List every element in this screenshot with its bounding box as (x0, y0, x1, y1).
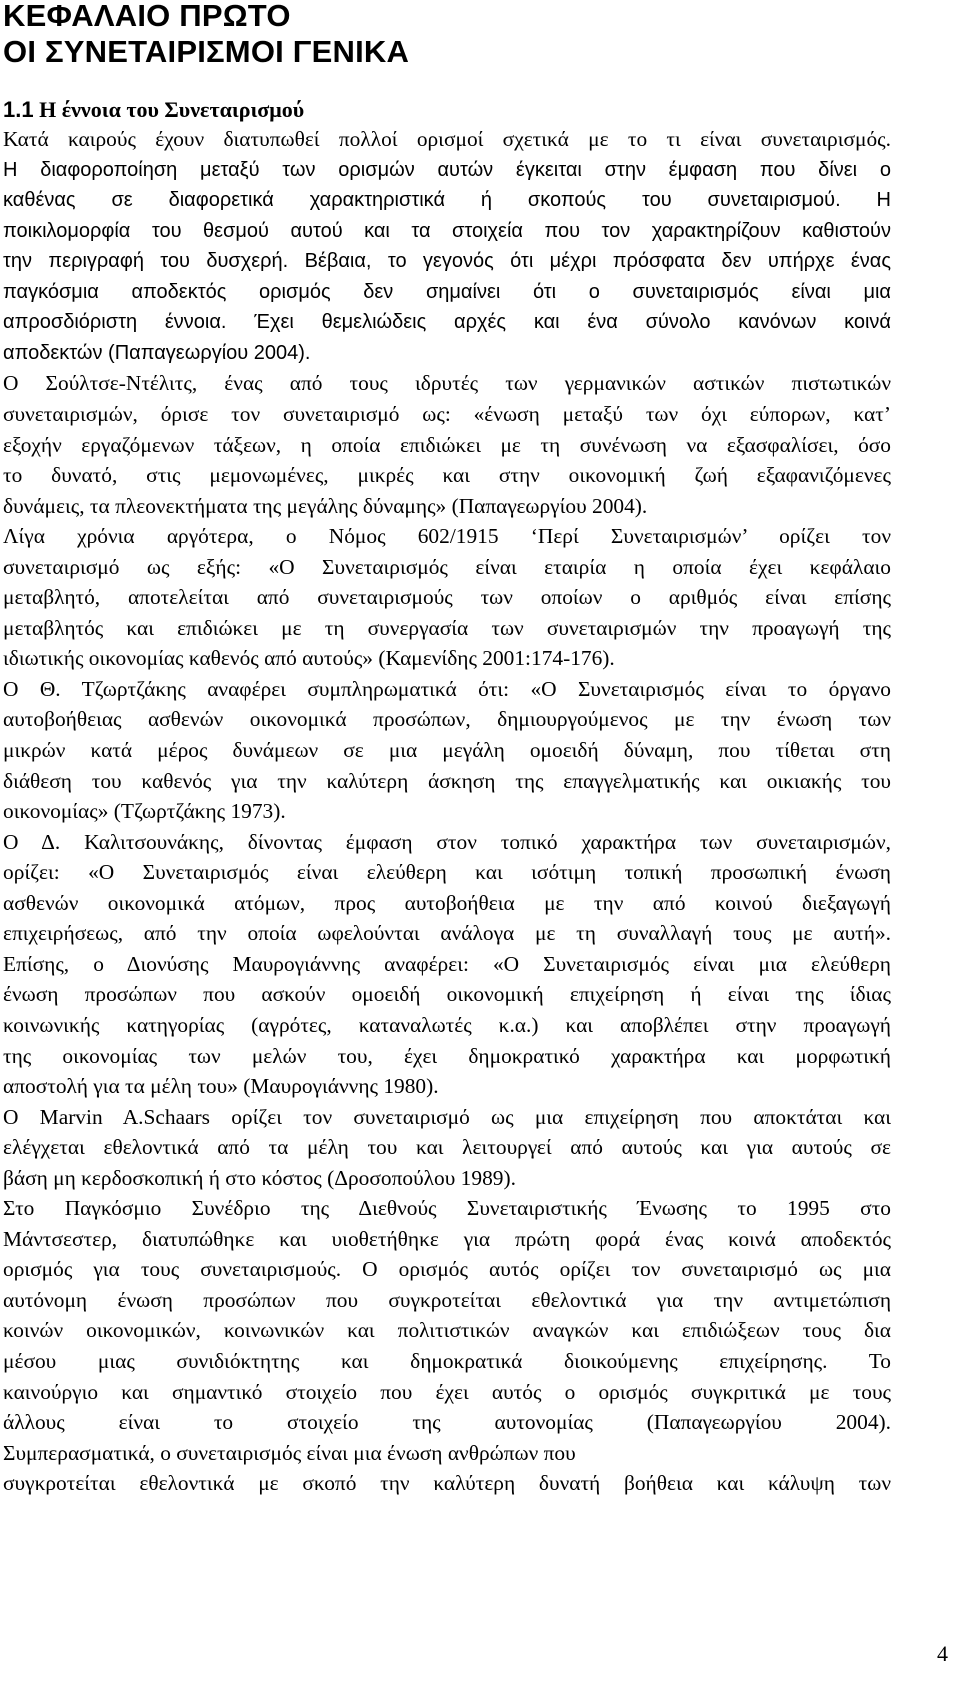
text-line: Ο Θ. Τζωρτζάκης αναφέρει συμπληρωματικά ότι: «Ο Συνεταιρισμός είναι το όργανο (3, 677, 891, 701)
text-line: μεταβλητό, αποτελείται από συνεταιρισμούς των οποίων ο αριθμός είναι επίσης (3, 585, 891, 609)
text-line: ιδιωτικής οικονομίας καθενός από αυτούς» (Καμενίδης 2001:174-176). (3, 646, 615, 670)
text-line: βάση μη κερδοσκοπική ή στο κόστος (Δροσοπούλου 1989). (3, 1166, 516, 1190)
text-line: ελέγχεται εθελοντικά από τα μέλη του και λειτουργεί από αυτούς και για αυτούς σε (3, 1135, 891, 1159)
text-line: Στο Παγκόσμιο Συνέδριο της Διεθνούς Συνεταιριστικής Ένωσης το 1995 στο (3, 1196, 891, 1220)
text-line: κοινωνικής κατηγορίας (αγρότες, καταναλωτές κ.α.) και αποβλέπει στην προαγωγή (3, 1013, 891, 1037)
section-number: 1.1 (3, 97, 34, 122)
text-line: ορίζει: «Ο Συνεταιρισμός είναι ελεύθερη και ισότιμη τοπική προσωπική ένωση (3, 860, 891, 884)
section-title (3, 97, 304, 123)
text-line: καθένας σε διαφορετικά χαρακτηριστικά ή σκοπούς του συνεταιρισμού. Η (3, 189, 891, 211)
text-line: το δυνατό, στις μεμονωμένες, μικρές και στην οικονομική ζωή εξαφανιζόμενες (3, 463, 891, 487)
text-line: ορισμός για τους συνεταιρισμούς. Ο ορισμός αυτός ορίζει τον συνεταιρισμό ως μια (3, 1257, 891, 1281)
text-line: μέσου μιας συνιδιόκτητης και δημοκρατικά διοικούμενης επιχείρησης. Το (3, 1349, 891, 1373)
text-line: ασθενών οικονομικά ατόμων, προς αυτοβοήθεια με την από κοινού διεξαγωγή (3, 891, 891, 915)
text-line: απροσδιόριστη έννοια. Έχει θεμελιώδεις αρχές και ένα σύνολο κανόνων κοινά (3, 311, 891, 333)
text-line: της οικονομίας των μελών του, έχει δημοκρατικό χαρακτήρα και μορφωτική (3, 1044, 891, 1068)
text-line: αποδεκτών (Παπαγεωργίου 2004). (3, 342, 311, 364)
text-line: συγκροτείται εθελοντικά με σκοπό την καλύτερη δυνατή βοήθεια και κάλυψη των (3, 1471, 891, 1495)
text-line: Επίσης, ο Διονύσης Μαυρογιάννης αναφέρει: «Ο Συνεταιρισμός είναι μια ελεύθερη (3, 952, 891, 976)
text-line: ένωση προσώπων που ασκούν ομοειδή οικονομική επιχείρηση ή είναι της ίδιας (3, 982, 891, 1006)
text-line: συνεταιρισμών, όρισε τον συνεταιρισμό ως: «ένωση μεταξύ των όχι εύπορων, κατ’ (3, 402, 891, 426)
text-line: μεταβλητός και επιδιώκει με τη συνεργασία των συνεταιρισμών την προαγωγή της (3, 616, 891, 640)
text-line: μικρών κατά μέρος δυνάμεων σε μια μεγάλη ομοειδή δύναμη, που τίθεται στη (3, 738, 891, 762)
text-line: ποικιλομορφία του θεσμού αυτού και τα στοιχεία που τον χαρακτηρίζουν καθιστούν (3, 220, 891, 242)
chapter-title (3, 0, 409, 70)
text-line: Κατά καιρούς έχουν διατυπωθεί πολλοί ορισμοί σχετικά με το τι είναι συνεταιρισμός. (3, 127, 891, 151)
text-line: δυνάμεις, τα πλεονεκτήματα της μεγάλης δύναμης» (Παπαγεωργίου 2004). (3, 494, 648, 518)
chapter-title-line: ΟΙ ΣΥΝΕΤΑΙΡΙΣΜΟΙ ΓΕΝΙΚΑ (3, 34, 410, 69)
text-line: οικονομίας» (Τζωρτζάκης 1973). (3, 799, 286, 823)
text-line: Η διαφοροποίηση μεταξύ των ορισμών αυτών έγκειται στην έμφαση που δίνει ο (3, 159, 891, 181)
text-line: Ο Δ. Καλιτσουνάκης, δίνοντας έμφαση στον τοπικό χαρακτήρα των συνεταιρισμών, (3, 830, 891, 854)
text-line: αυτόνομη ένωση προσώπων που συγκροτείται εθελοντικά για την αντιμετώπιση (3, 1288, 891, 1312)
text-line: επιχειρήσεως, από την οποία ωφελούνται ανάλογα με τη συναλλαγή τους με αυτή». (3, 921, 891, 945)
section-title-text: Η έννοια του Συνεταιρισμού (39, 97, 305, 122)
text-line: Λίγα χρόνια αργότερα, ο Νόμος 602/1915 ‘Περί Συνεταιρισμών’ ορίζει τον (3, 524, 891, 548)
text-line: παγκόσμια αποδεκτός ορισμός δεν σημαίνει ότι ο συνεταιρισμός είναι μια (3, 281, 891, 303)
text-line: άλλους είναι το στοιχείο της αυτονομίας (Παπαγεωργίου 2004). (3, 1410, 891, 1434)
text-line: την περιγραφή του δυσχερή. Βέβαια, το γεγονός ότι μέχρι πρόσφατα δεν υπήρχε ένας (3, 250, 891, 272)
text-line: Συμπερασματικά, ο συνεταιρισμός είναι μια ένωση ανθρώπων που (3, 1441, 576, 1465)
text-line: διάθεση του καθενός για την καλύτερη άσκηση της επαγγελματικής και οικιακής του (3, 769, 891, 793)
text-line: καινούργιο και σημαντικό στοιχείο που έχει αυτός ο ορισμός συγκριτικά με τους (3, 1380, 891, 1404)
text-line: κοινών οικονομικών, κοινωνικών και πολιτιστικών αναγκών και επιδιώξεων τους δια (3, 1318, 891, 1342)
text-line: Μάντσεστερ, διατυπώθηκε και υιοθετήθηκε για πρώτη φορά ένας κοινά αποδεκτός (3, 1227, 891, 1251)
text-line: Ο Σούλτσε-Ντέλιτς, ένας από τους ιδρυτές των γερμανικών αστικών πιστωτικών (3, 371, 891, 395)
text-line: συνεταιρισμό ως εξής: «Ο Συνεταιρισμός είναι εταιρία η οποία έχει κεφάλαιο (3, 555, 891, 579)
text-line: αυτοβοήθειας ασθενών οικονομικά προσώπων, δημιουργούμενος με την ένωση των (3, 707, 891, 731)
text-line: εξοχήν εργαζόμενων τάξεων, η οποία επιδιώκει με τη συνένωση να εξασφαλίσει, όσο (3, 433, 891, 457)
text-line: Ο Marvin A.Schaars ορίζει τον συνεταιρισμό ως μια επιχείρηση που αποκτάται και (3, 1105, 891, 1129)
page-number: 4 (937, 1641, 948, 1666)
text-line: αποστολή για τα μέλη του» (Μαυρογιάννης 1980). (3, 1074, 439, 1098)
chapter-title-line: ΚΕΦΑΛΑΙΟ ΠΡΩΤΟ (3, 0, 291, 33)
